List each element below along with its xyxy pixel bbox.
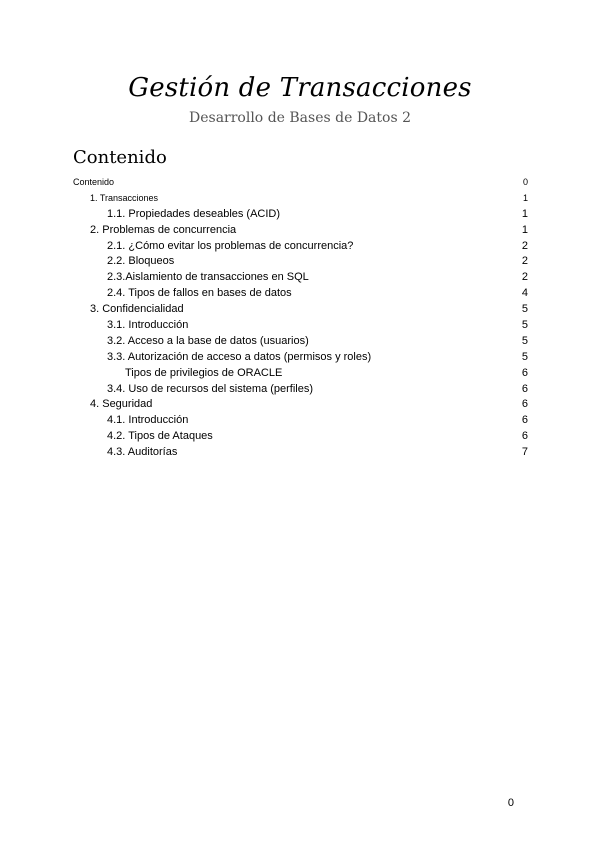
toc-entry-page: 4 [521,287,528,300]
toc-entry-label: 3. Confidencialidad [90,303,184,316]
toc-entry-page: 6 [521,430,528,443]
toc-entry-label: 3.1. Introducción [107,319,189,332]
toc-entry-label: 2.2. Bloqueos [107,255,175,268]
toc-entry-page: 2 [521,239,528,252]
toc-entry-page: 1 [521,207,528,220]
document-subtitle: Desarrollo de Bases de Datos 2 [189,110,411,126]
toc-entry[interactable] [73,318,528,334]
toc-entry[interactable] [73,207,528,223]
toc-entry[interactable] [73,239,528,255]
toc-entry[interactable] [73,397,528,413]
toc-entry-label: 1. Transacciones [90,192,159,203]
toc-entry[interactable] [73,382,528,398]
document-title: Gestión de Transacciones [128,73,472,103]
toc-entry-label: 1.1. Propiedades deseables (ACID) [107,207,281,220]
toc-entry[interactable] [73,334,528,350]
toc-entry-page: 6 [521,398,528,411]
toc-entry-label: 4.2. Tipos de Ataques [107,430,213,443]
toc-entry-page: 1 [521,223,528,236]
toc-entry[interactable] [73,270,528,286]
page-number: 0 [507,797,514,809]
toc-entry-label: 4.3. Auditorías [107,446,178,459]
toc-entry-page: 2 [521,255,528,268]
toc-entry-page: 6 [521,382,528,395]
toc-entry-page: 5 [521,334,528,347]
toc-entry-page: 5 [521,350,528,363]
toc-entry-page: 1 [522,192,528,203]
toc-entry-page: 0 [522,177,528,187]
toc-entry-page: 7 [521,446,528,459]
toc-entry-label: 4. Seguridad [90,398,153,411]
toc-entry-page: 2 [521,271,528,284]
toc-entry-label: Contenido [73,177,115,187]
toc-entry-label: 2.4. Tipos de fallos en bases de datos [107,287,292,300]
toc-entry-page: 6 [521,366,528,379]
toc-entry[interactable] [73,191,528,207]
toc-entry-page: 6 [521,414,528,427]
toc-entry[interactable] [73,350,528,366]
toc-heading: Contenido [73,147,167,168]
toc-entry-label: 2.3.Aislamiento de transacciones en SQL [107,271,309,284]
toc-entry-label: 3.3. Autorización de acceso a datos (permisos y roles) [107,350,372,363]
toc-entry-page: 5 [521,319,528,332]
toc-entry[interactable] [73,413,528,429]
toc-entry[interactable] [73,286,528,302]
toc-entry[interactable] [73,254,528,270]
toc-entry[interactable] [73,366,528,382]
toc-entry-label: 2.1. ¿Cómo evitar los problemas de concurrencia? [107,239,354,252]
table-of-contents [73,175,528,461]
toc-entry[interactable] [73,175,528,191]
toc-entry-label: 3.4. Uso de recursos del sistema (perfiles) [107,382,314,395]
toc-entry-page: 5 [521,303,528,316]
toc-entry[interactable] [73,445,528,461]
toc-entry-label: 2. Problemas de concurrencia [90,223,237,236]
toc-entry[interactable] [73,429,528,445]
toc-entry[interactable] [73,302,528,318]
toc-entry-label: 3.2. Acceso a la base de datos (usuarios) [107,334,309,347]
toc-entry-label: 4.1. Introducción [107,414,189,427]
toc-entry-label: Tipos de privilegios de ORACLE [125,366,283,379]
toc-entry[interactable] [73,223,528,239]
